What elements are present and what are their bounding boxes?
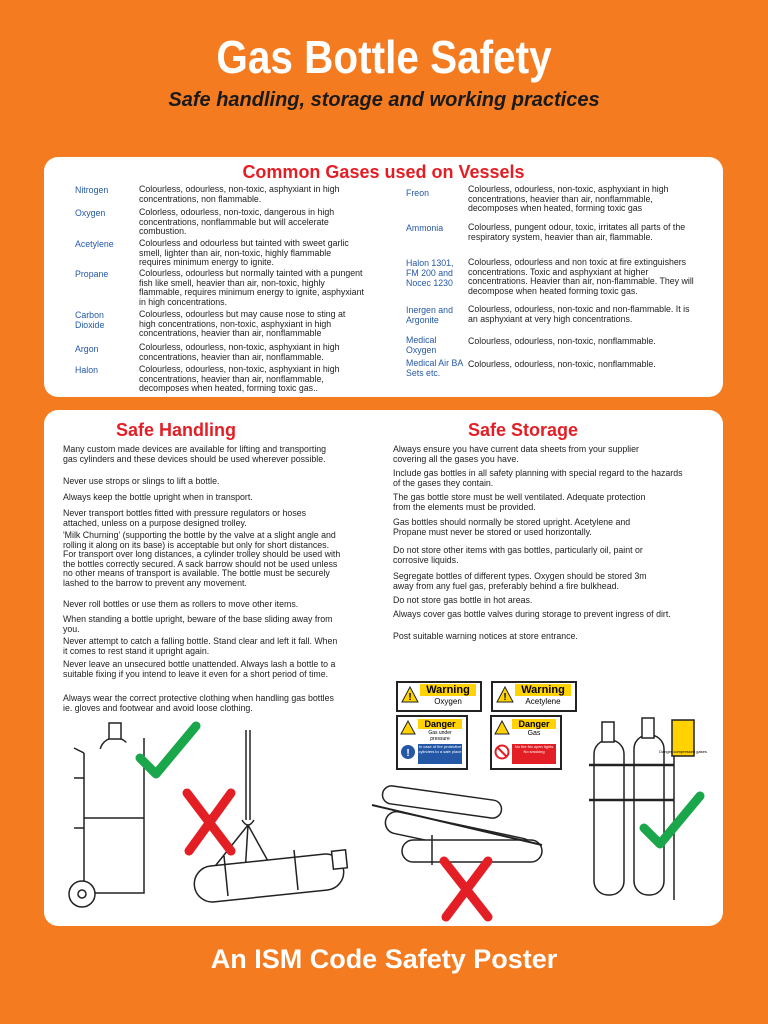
sign-sub: Gas under pressure	[428, 730, 452, 742]
sign-head: Warning	[420, 684, 476, 696]
store-sign-text: Danger compressed gases	[659, 749, 707, 754]
warning-triangle-icon	[494, 720, 510, 736]
warning-oxygen-sign	[396, 681, 482, 712]
handling-item: Always wear the correct protective clothing when handling gas bottles ie. gloves and footwear and avoid loose clothing.	[63, 693, 334, 713]
handling-title: Safe Handling	[116, 420, 237, 440]
gas-name: Halon 1301, FM 200 and Nocec 1230	[406, 258, 454, 288]
cross-icon	[436, 855, 496, 925]
warning-triangle-icon	[496, 686, 514, 704]
storage-item: Segregate bottles of different types. Oxygen should be stored 3m away from any fuel gas, preferably behind a fire bulkhead.	[393, 571, 647, 591]
storage-item: Post suitable warning notices at store entrance.	[393, 631, 578, 641]
gas-name: Nitrogen	[75, 185, 109, 195]
gases-panel	[44, 157, 723, 397]
storage-item: The gas bottle store must be well ventilated. Adequate protection from the elements must be provided.	[393, 492, 646, 512]
gas-name: Carbon Dioxide	[75, 310, 105, 330]
gas-desc: Colourless, odourless, non-toxic, nonflammable.	[468, 359, 656, 369]
sign-note: No fire No open lights No smoking	[512, 744, 556, 764]
sign-head: Danger	[418, 719, 462, 729]
warning-acetylene-sign	[491, 681, 577, 712]
info-icon	[400, 744, 416, 760]
gas-name: Medical Oxygen	[406, 335, 437, 355]
page-title: Gas Bottle Safety	[216, 31, 552, 83]
cross-icon	[179, 785, 239, 860]
handling-item: Many custom made devices are available for lifting and transporting gas cylinders and these devices should be used wherever possible.	[63, 444, 327, 464]
storage-title: Safe Storage	[468, 420, 579, 440]
handling-item: Never roll bottles or use them as rollers to move other items.	[63, 599, 299, 609]
sign-sub: Oxygen	[434, 697, 462, 706]
gas-name: Medical Air BA Sets etc.	[406, 358, 463, 378]
storage-item: Do not store gas bottle in hot areas.	[393, 595, 533, 605]
sign-head: Danger	[512, 719, 556, 729]
gas-desc: Colourless, odourless but normally tainted with a pungent fish like smell, heavier than air, non-toxic, highly flammable, requires minimum energy to ignite, asphyxiant in high concentrations.	[139, 268, 364, 307]
handling-item: 'Milk Churning' (supporting the bottle by the valve at a slight angle and rolling it along on its base) is acceptable but only for short distances. For transport over long distances, a cylinder trolley should be used with the bottles correctly secured. A sack barrow should not be used unless no other means of transport is available. The bottle must be securely lashed to the barrow to prevent any movement.	[63, 530, 341, 588]
gas-name: Inergen and Argonite	[406, 305, 453, 325]
gas-desc: Colourless, odourless, non-toxic, asphyxiant in high concentrations, heavier than air, nonflammable.	[139, 342, 340, 362]
gas-desc: Colourless, odourless, non-toxic, asphyxiant in high concentrations, heavier than air, nonflammable, decomposes when heated, forming toxic gas..	[139, 364, 340, 393]
storage-item: Always ensure you have current data sheets from your supplier covering all the gases you have.	[393, 444, 639, 464]
footer: An ISM Code Safety Poster	[210, 944, 558, 974]
storage-item: Include gas bottles in all safety planning with special regard to the hazards of the gases they contain.	[393, 468, 683, 488]
gas-desc: Colourless, odourless, non-toxic, nonflammable.	[468, 336, 656, 346]
gases-title: Common Gases used on Vessels	[242, 162, 525, 182]
no-fire-icon	[494, 744, 510, 760]
svg-text:!: !	[503, 692, 507, 703]
storage-item: Always cover gas bottle valves during storage to prevent ingress of dirt.	[393, 609, 671, 619]
svg-text:!: !	[408, 692, 412, 703]
handling-item: Never use strops or slings to lift a bottle.	[63, 476, 220, 486]
page-subtitle: Safe handling, storage and working practices	[168, 89, 600, 111]
svg-text:!: !	[406, 748, 410, 759]
danger-pressure-sign	[396, 715, 468, 770]
handling-item: When standing a bottle upright, beware of the base sliding away from you.	[63, 614, 333, 634]
warning-triangle-icon	[400, 720, 416, 736]
handling-item: Never attempt to catch a falling bottle. Stand clear and left it fall. When it comes to rest stand it upright again.	[63, 636, 338, 656]
gas-desc: Colourless, odourless, non-toxic, asphyxiant in high concentrations, non flammable.	[139, 184, 340, 204]
gas-desc: Colourless, odourless but may cause nose to sting at high concentrations, non-toxic, asphyxiant in high concentrations, heavier than air, nonflammable	[139, 309, 346, 338]
gas-desc: Colourless, pungent odour, toxic, irritates all parts of the respiratory system, heavier than air, flammable.	[468, 222, 686, 242]
check-icon	[638, 788, 708, 858]
gas-name: Halon	[75, 365, 98, 375]
sign-note: In case of fire protective cylinders to a safe place	[418, 744, 462, 764]
gas-name: Argon	[75, 344, 99, 354]
warning-triangle-icon	[401, 686, 419, 704]
gas-name: Freon	[406, 188, 429, 198]
storage-item: Gas bottles should normally be stored upright. Acetylene and Propane must never be stored or used horizontally.	[393, 517, 631, 537]
handling-item: Never leave an unsecured bottle unattended. Always lash a bottle to a suitable fixing if you intend to leave it even for a short period of time.	[63, 659, 336, 679]
handling-item: Never transport bottles fitted with pressure regulators or hoses attached, unless on a purpose designed trolley.	[63, 508, 307, 528]
gas-name: Ammonia	[406, 223, 444, 233]
gas-desc: Colorless, odourless, non-toxic, dangerous in high concentrations, nonflammable but will accelerate combustion.	[139, 207, 335, 236]
danger-gas-sign	[490, 715, 562, 770]
sign-sub: Gas	[527, 730, 541, 737]
gas-name: Propane	[75, 269, 109, 279]
gas-desc: Colourless, odourless, non-toxic and non-flammable. It is an asphyxiant at very high concentrations.	[468, 304, 690, 324]
gas-name: Oxygen	[75, 208, 106, 218]
gas-desc: Colourless, odourless, non-toxic, asphyxiant in high concentrations, heavier than air, nonflammable, decomposes when heated, forming toxic gas	[468, 184, 669, 213]
handling-storage-panel	[44, 410, 723, 926]
gas-desc: Colourless, odourless and non toxic at fire extinguishers concentrations. Toxic and asphyxiant at higher concentrations. Heavier than air, non-flammable. They will decompose when heated forming toxic gas.	[468, 257, 694, 296]
sign-sub: Acetylene	[525, 697, 561, 706]
gas-name: Acetylene	[75, 239, 114, 249]
sign-head: Warning	[515, 684, 571, 696]
handling-item: Always keep the bottle upright when in transport.	[63, 492, 253, 502]
storage-item: Do not store other items with gas bottles, particularly oil, paint or corrosive liquids.	[393, 545, 643, 565]
gas-desc: Colourless and odourless but tainted with sweet garlic smell, lighter than air, non-toxic, highly flammable requires minimum energy to ignite.	[139, 238, 349, 267]
